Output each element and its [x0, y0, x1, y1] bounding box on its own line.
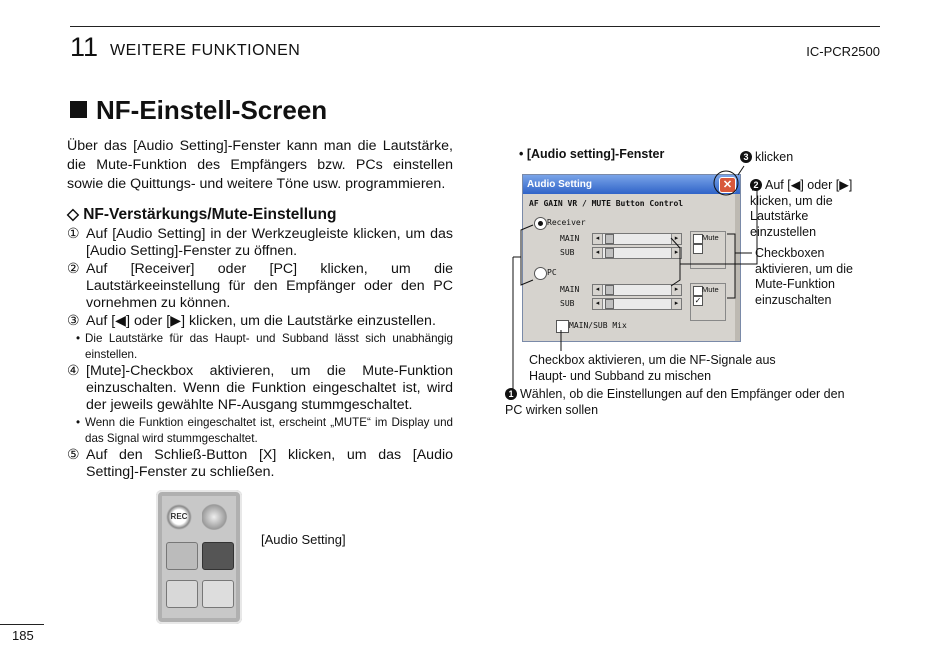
subheading: ◇ NF-Verstärkungs/Mute-Einstellung [67, 206, 337, 223]
pc-sub-mute-checkbox[interactable]: ✓ [694, 296, 702, 305]
receiver-sub-label: SUB [560, 248, 575, 257]
pc-label: PC [547, 268, 557, 277]
chapter-title: WEITERE FUNKTIONEN [110, 42, 301, 59]
model-name: IC-PCR2500 [806, 44, 880, 59]
left-arrow-icon[interactable]: ◂ [593, 248, 603, 258]
mute-label: Mute [702, 233, 719, 242]
rec-icon: REC [166, 504, 192, 530]
section-title: NF-Einstell-Screen [70, 95, 327, 126]
receiver-main-label: MAIN [560, 234, 580, 243]
number-badge: 1 [505, 388, 517, 400]
window-title: Audio Setting [523, 175, 740, 194]
intro-paragraph: Über das [Audio Setting]-Fenster kann man die Lautstärke, die Mute-Funktion des Empfängers bzw. PCs einstellen sowie die Quittungs- und weitere Töne usw. programmieren. [67, 138, 453, 192]
step-2: ② Auf [Receiver] oder [PC] klicken, um die Lautstärkeeinstellung für den Empfänger oder den PC vornehmen zu können. [67, 261, 453, 311]
left-arrow-icon[interactable]: ◂ [593, 234, 603, 244]
step-4: ④ [Mute]-Checkbox aktivieren, um die Mute-Funktion einzuschalten. Wenn die Funktion eingeschaltet ist, wird der jeweils gewählte NF-Ausgang stummgeschaltet. [67, 363, 453, 413]
step-3: ③ Auf [◀] oder [▶] klicken, um die Lautstärke einzustellen. [67, 313, 436, 329]
step-1: ① Auf [Audio Setting] in der Werkzeugleiste klicken, um das [Audio Setting]-Fenster zu öffnen. [67, 226, 453, 259]
step-5: ⑤ Auf den Schließ-Button [X] klicken, um das [Audio Setting]-Fenster zu schließen. [67, 447, 453, 480]
pc-sub-label: SUB [560, 299, 575, 308]
number-badge: 3 [740, 151, 752, 163]
right-arrow-icon[interactable]: ▸ [671, 285, 681, 295]
right-arrow-icon[interactable]: ▸ [671, 234, 681, 244]
group-title: AF GAIN VR / MUTE Button Control [529, 199, 684, 208]
mix-label: MAIN/SUB Mix [569, 321, 627, 330]
page-number: 185 [12, 628, 34, 643]
callout-line-1-bracket [521, 225, 533, 285]
chapter-number: 11 [70, 32, 99, 62]
callout-line-checkbox-bracket [727, 234, 735, 298]
callout-receiver-pc: 1 Wählen, ob die Einstellungen auf den Empfänger oder den PC wirken sollen [505, 387, 845, 417]
callout-mute-checkboxes: Checkboxen aktivieren, um die Mute-Funktion einzuschalten [755, 246, 853, 307]
mute-label: Mute [702, 285, 719, 294]
pc-main-label: MAIN [560, 285, 580, 294]
close-highlight-circle [714, 171, 738, 195]
step-3-note: • Die Lautstärke für das Haupt- und Subband lässt sich unabhängig einstellen. [76, 331, 453, 363]
callout-close: 3 klicken [740, 150, 793, 166]
close-icon[interactable]: ✕ [719, 177, 736, 193]
left-arrow-icon[interactable]: ◂ [593, 299, 603, 309]
receiver-label: Receiver [547, 218, 586, 227]
right-arrow-icon[interactable]: ▸ [671, 248, 681, 258]
callout-line-3 [738, 166, 744, 175]
callout-arrows: 2 Auf [◀] oder [▶] klicken, um die Lautstärke einzustellen [750, 178, 853, 239]
number-badge: 2 [750, 179, 762, 191]
left-arrow-icon[interactable]: ◂ [593, 285, 603, 295]
right-arrow-icon[interactable]: ▸ [671, 299, 681, 309]
toolbar-callout-label: [Audio Setting] [261, 532, 346, 547]
callout-line-2-bracket [671, 238, 680, 286]
figure-caption: • [Audio setting]-Fenster [519, 147, 665, 161]
page-number-rule [0, 624, 44, 625]
callout-mix-checkbox: Checkbox aktivieren, um die NF-Signale aus Haupt- und Subband zu mischen [529, 353, 776, 383]
step-4-note: • Wenn die Funktion eingeschaltet ist, erscheint „MUTE“ im Display und das Signal wird stummgeschaltet. [76, 415, 453, 447]
